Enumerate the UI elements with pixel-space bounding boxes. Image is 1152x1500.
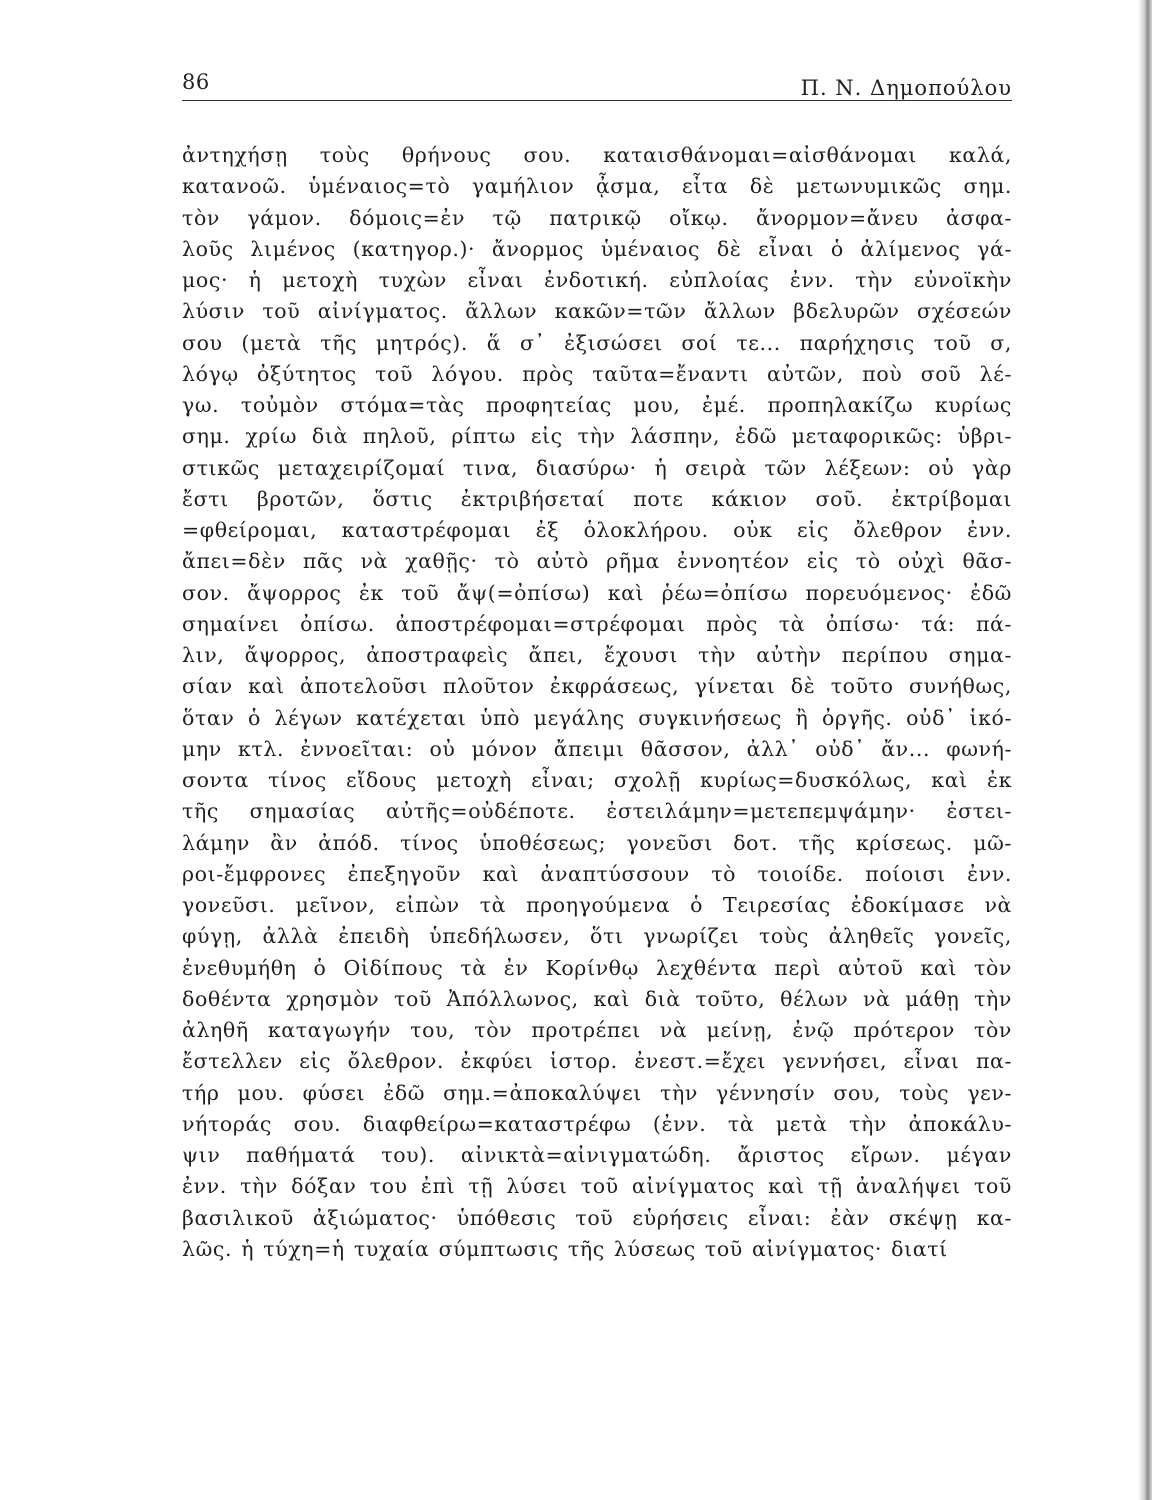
text-line: σίαν καὶ ἀποτελοῦσι πλοῦτον ἐκφράσεως, γίνεται δὲ τοῦτο συνήθως, [182,674,1012,699]
text-line: ἀντηχήσῃ τοὺς θρήνους σου. καταισθάνομαι=αἰσθάνομαι καλά, [182,143,1012,167]
text-line: σον. ἄψορρος ἐκ τοῦ ἄψ(=ὀπίσω) καὶ ῥέω=ὀπίσω πορευόμενος· ἐδῶ [182,580,1012,605]
text-line: μην κτλ. ἐννοεῖται: οὐ μόνον ἄπειμι θᾶσσον, ἀλλ᾽ οὐδ᾽ ἄν... φωνή- [182,736,1012,761]
text-line: λόγῳ ὀξύτητος τοῦ λόγου. πρὸς ταῦτα=ἔναντι αὐτῶν, ποὺ σοῦ λέ- [182,361,1012,386]
text-line: ἔστι βροτῶν, ὅστις ἐκτριβήσεταί ποτε κάκιον σοῦ. ἐκτρίβομαι [182,486,1012,511]
text-line: βασιλικοῦ ἀξιώματος· ὑπόθεσις τοῦ εὑρήσεις εἶναι: ἐὰν σκέψῃ κα- [182,1205,1012,1230]
text-line: μος· ἡ μετοχὴ τυχὼν εἶναι ἐνδοτική. εὐπλοίας ἐνν. τὴν εὐνοϊκὴν [182,268,1012,292]
running-head-author: Π. Ν. Δημοπούλου [800,76,1012,100]
scan-page-edge [1138,0,1152,1500]
text-line: νήτοράς σου. διαφθείρω=καταστρέφω (ἐνν. τὰ μετὰ τὴν ἀποκάλυ- [182,1111,1012,1136]
text-line: γονεῦσι. μεῖνον, εἰπὼν τὰ προηγούμενα ὁ Τειρεσίας ἐδοκίμασε νὰ [182,893,1012,917]
text-line: λύσιν τοῦ αἰνίγματος. ἄλλων κακῶν=τῶν ἄλλων βδελυρῶν σχέσεών [182,299,1012,324]
text-line: ἀληθῆ καταγωγήν του, τὸν προτρέπει νὰ μείνῃ, ἐνῷ πρότερον τὸν [182,1018,1012,1042]
text-line: ἔστελλεν εἰς ὄλεθρον. ἐκφύει ἱστορ. ἐνεστ.=ἔχει γεννήσει, εἶναι πα- [182,1049,1012,1074]
text-line: ἐνεθυμήθη ὁ Οἰδίπους τὰ ἐν Κορίνθῳ λεχθέντα περὶ αὐτοῦ καὶ τὸν [182,955,1012,980]
text-line: λιν, ἄψορρος, ἀποστραφεὶς ἄπει, ἔχουσι τὴν αὐτὴν περίπου σημα- [182,643,1012,667]
text-line: λῶς. ἡ τύχη=ἡ τυχαία σύμπτωσις τῆς λύσεως τοῦ αἰνίγματος· διατί [182,1236,948,1261]
text-line: ψιν παθήματά του). αἰνικτὰ=αἰνιγματώδη. ἄριστος εἴρων. μέγαν [182,1143,1012,1167]
header-rule [182,100,1012,101]
text-line: σημ. χρίω διὰ πηλοῦ, ρίπτω εἰς τὴν λάσπην, ἐδῶ μεταφορικῶς: ὑβρι- [182,424,1012,449]
page-number: 86 [182,70,210,94]
text-line: =φθείρομαι, καταστρέφομαι ἐξ ὁλοκλήρου. οὐκ εἰς ὄλεθρον ἐνν. [182,518,1012,542]
text-line: σημαίνει ὀπίσω. ἀποστρέφομαι=στρέφομαι πρὸς τὰ ὀπίσω· τά: πά- [182,611,1012,636]
text-line: γω. τοὐμὸν στόμα=τὰς προφητείας μου, ἐμέ. προπηλακίζω κυρίως [182,393,1012,417]
text-line: δοθέντα χρησμὸν τοῦ Ἀπόλλωνος, καὶ διὰ τοῦτο, θέλων νὰ μάθῃ τὴν [182,986,1012,1011]
text-line: λάμην ἂν ἀπόδ. τίνος ὑποθέσεως; γονεῦσι δοτ. τῆς κρίσεως. μῶ- [182,830,1012,855]
text-line: ροι-ἔμφρονες ἐπεξηγοῦν καὶ ἀναπτύσσουν τὸ τοιοίδε. ποίοισι ἐνν. [182,861,1012,886]
text-line: λοῦς λιμένος (κατηγορ.)· ἄνορμος ὑμέναιος δὲ εἶναι ὁ ἀλίμενος γά- [182,236,1012,261]
text-line: τῆς σημασίας αὐτῆς=οὐδέποτε. ἐστειλάμην=μετεπεμψάμην· ἐστει- [182,799,1012,824]
commentary-text [182,140,1012,1265]
text-line: φύγῃ, ἀλλὰ ἐπειδὴ ὑπεδήλωσεν, ὅτι γνωρίζει τοὺς ἀληθεῖς γονεῖς, [182,924,1012,949]
text-line: τὸν γάμον. δόμοις=ἐν τῷ πατρικῷ οἴκῳ. ἄνορμον=ἄνευ ἀσφα- [182,205,1012,230]
text-line: ὅταν ὁ λέγων κατέχεται ὑπὸ μεγάλης συγκινήσεως ἢ ὀργῆς. οὐδ᾽ ἱκό- [182,705,1012,730]
text-line: σοντα τίνος εἴδους μετοχὴ εἶναι; σχολῇ κυρίως=δυσκόλως, καὶ ἐκ [182,768,1012,792]
text-line: σου (μετὰ τῆς μητρός). ἅ σ᾽ ἐξισώσει σοί τε... παρήχησις τοῦ σ, [182,330,1012,355]
text-line: τήρ μου. φύσει ἐδῶ σημ.=ἀποκαλύψει τὴν γέννησίν σου, τοὺς γεν- [182,1080,1012,1105]
text-line: ἄπει=δὲν πᾶς νὰ χαθῇς· τὸ αὐτὸ ρῆμα ἐννοητέον εἰς τὸ οὐχὶ θᾶσ- [182,549,1012,574]
text-line: ἐνν. τὴν δόξαν του ἐπὶ τῇ λύσει τοῦ αἰνίγματος καὶ τῇ ἀναλήψει τοῦ [182,1174,1012,1199]
text-line: κατανοῶ. ὑμέναιος=τὸ γαμήλιον ᾆσμα, εἶτα δὲ μετωνυμικῶς σημ. [182,174,1012,199]
text-line: στικῶς μεταχειρίζομαί τινα, διασύρω· ἡ σειρὰ τῶν λέξεων: οὐ γὰρ [182,455,1012,480]
